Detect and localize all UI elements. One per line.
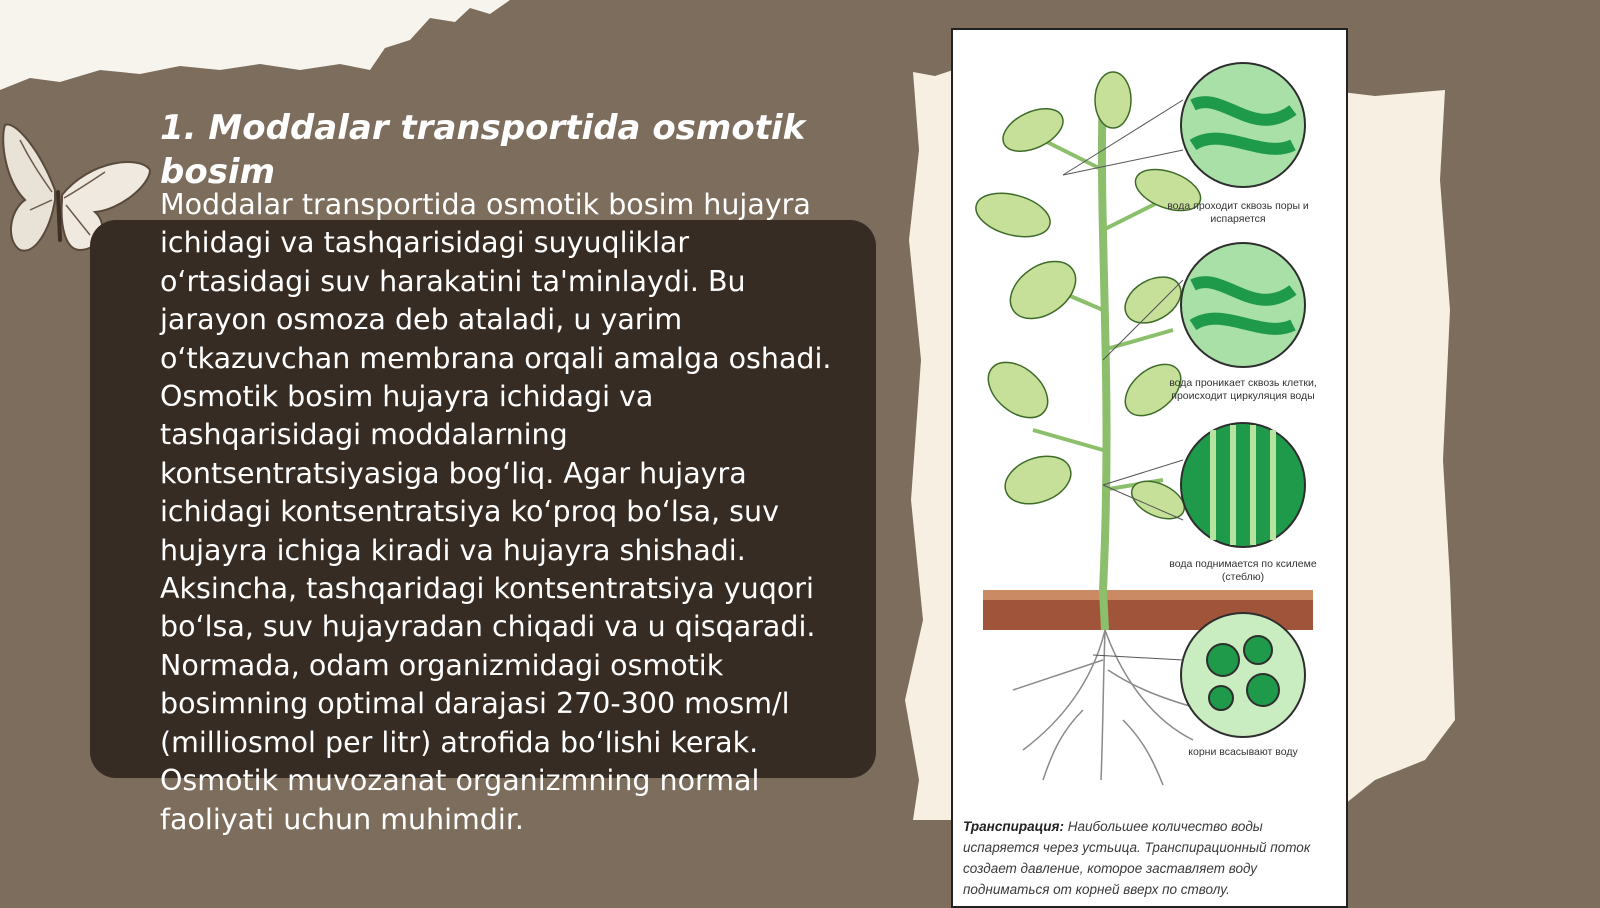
slide-body-text: Moddalar transportida osmotik bosim hujayra ichidagi va tashqarisidagi suyuqliklar o‘rtasidagi suv harakatini ta'minlaydi. Bu jarayon osmoza deb ataladi, u yarim o‘tkazuvchan membrana orqali amalga oshadi. Osmotik bosim hujayra ichidagi va tashqarisidagi moddalarning kontsentratsiyasiga bog‘liq. Agar hujayra ichidagi kontsentratsiya ko‘proq bo‘lsa, suv hujayra ichiga kiradi va hujayra shishadi. Aksincha, tashqaridagi kontsentratsiya yuqori bo‘lsa, suv hujayradan chiqadi va u qisqaradi. Normada, odam organizmidagi osmotik bosimning optimal darajasi 270-300 mosm/l (milliosmol per litr) atrofida bo‘lishi kerak. Osmotik muvozanat organizmning normal faoliyati uchun muhimdir. — [160, 188, 832, 836]
caption-text: Наибольшее количество воды испаряется через устьица. Транспирационный поток создает давление, которое заставляет воду подниматься от корней вверх по стволу. — [963, 819, 1311, 897]
callout-xylem: вода поднимается по ксилеме (стеблю) — [1169, 558, 1317, 583]
callout-evaporation: вода проходит сквозь поры и испаряется — [1167, 200, 1309, 225]
plant-stem — [1102, 90, 1107, 630]
slide-title: 1. Moddalar transportida osmotik bosim — [160, 108, 806, 192]
figure-caption — [963, 816, 1333, 900]
caption-title: Транспирация: — [963, 819, 1064, 834]
plant-illustration — [953, 30, 1348, 810]
transpiration-figure — [951, 28, 1348, 908]
detail-circle-cells — [1181, 243, 1305, 367]
detail-circle-leaf — [1181, 63, 1305, 187]
plant-roots — [1013, 630, 1203, 785]
callout-cells: вода проникает сквозь клетки, происходит циркуляция воды — [1169, 377, 1317, 402]
detail-circle-xylem — [1181, 423, 1305, 547]
plant-leaves — [971, 72, 1206, 526]
callout-roots: корни всасывают воду — [1188, 746, 1298, 758]
detail-circle-roots — [1181, 613, 1305, 737]
torn-paper-top — [0, 0, 520, 95]
